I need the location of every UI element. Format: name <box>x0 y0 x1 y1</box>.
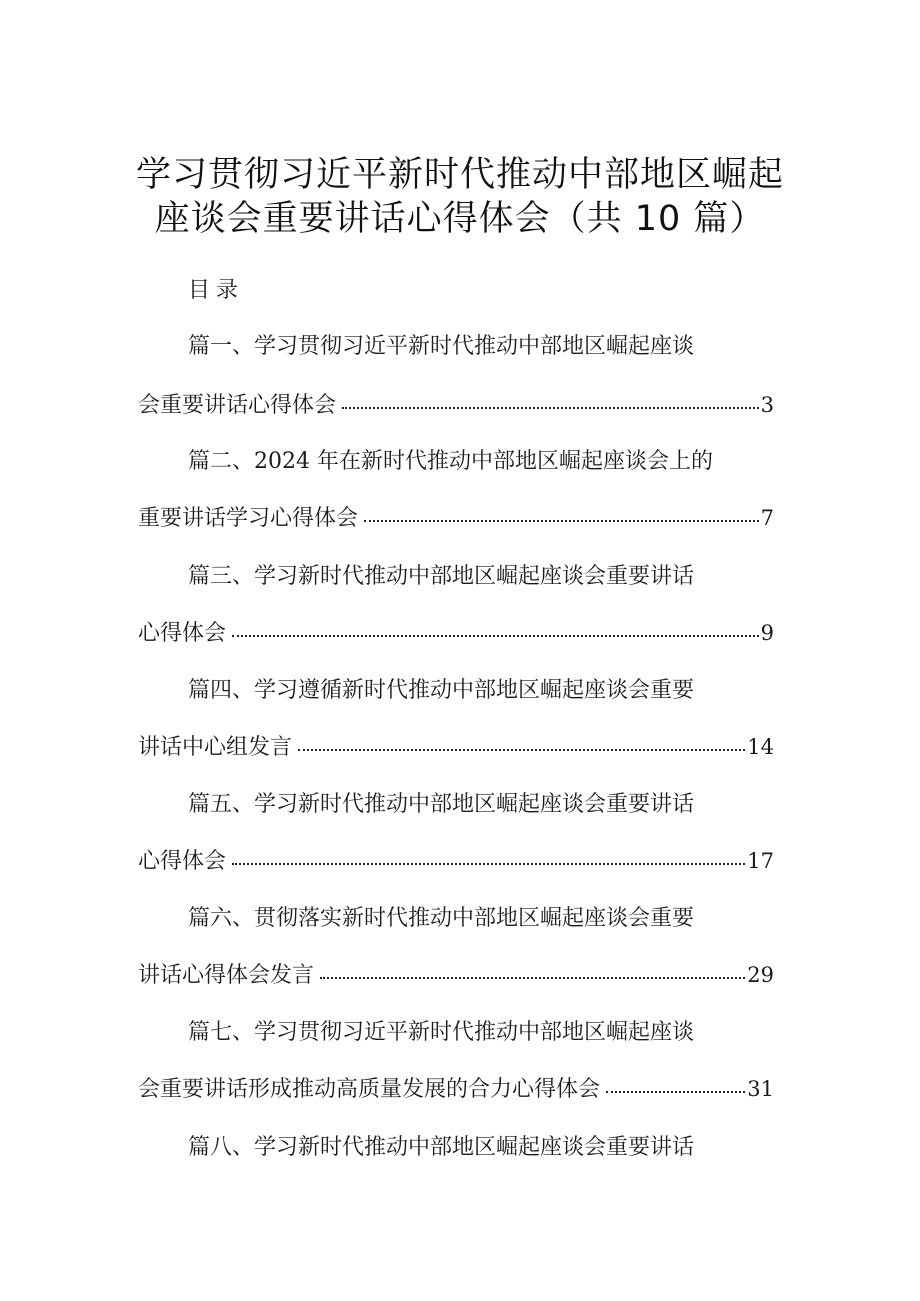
document-title-line-1: 学习贯彻习近平新时代推动中部地区崛起 <box>135 155 784 195</box>
toc-entry-1-continuation[interactable] <box>138 395 774 417</box>
toc-entry-7-continuation[interactable] <box>138 1079 774 1101</box>
toc-entry-2-continuation[interactable] <box>138 508 774 530</box>
toc-entry-6-title[interactable]: 篇六、贯彻落实新时代推动中部地区崛起座谈会重要 <box>188 906 695 931</box>
toc-entry-4-title[interactable]: 篇四、学习遵循新时代推动中部地区崛起座谈会重要 <box>188 678 695 703</box>
toc-entry-3-title[interactable]: 篇三、学习新时代推动中部地区崛起座谈会重要讲话 <box>188 564 695 589</box>
toc-entry-7-title[interactable]: 篇七、学习贯彻习近平新时代推动中部地区崛起座谈 <box>188 1020 695 1045</box>
toc-entry-text: 会重要讲话形成推动高质量发展的合力心得体会 <box>138 1077 601 1102</box>
toc-entry-4-continuation[interactable] <box>138 737 774 759</box>
toc-page-number: 17 <box>747 849 774 873</box>
dot-leader <box>232 635 759 637</box>
dot-leader <box>298 749 745 751</box>
toc-entry-1-title[interactable]: 篇一、学习贯彻习近平新时代推动中部地区崛起座谈 <box>188 334 695 359</box>
toc-entry-text: 会重要讲话心得体会 <box>138 393 337 418</box>
dot-leader <box>364 520 759 522</box>
dot-leader <box>320 977 745 979</box>
toc-page-number: 29 <box>747 963 774 987</box>
toc-entry-text: 心得体会 <box>138 621 227 646</box>
toc-entry-text: 讲话心得体会发言 <box>138 963 315 988</box>
toc-entry-text: 重要讲话学习心得体会 <box>138 506 359 531</box>
toc-page-number: 7 <box>760 506 774 530</box>
toc-heading: 目录 <box>188 278 245 303</box>
dot-leader <box>232 863 745 865</box>
toc-entry-5-continuation[interactable] <box>138 851 774 873</box>
toc-entry-2-title[interactable]: 篇二、2024 年在新时代推动中部地区崛起座谈会上的 <box>188 449 713 474</box>
document-title-line-2: 座谈会重要讲话心得体会（共 10 篇） <box>154 199 766 239</box>
toc-page-number: 9 <box>760 621 774 645</box>
toc-page-number: 31 <box>747 1077 774 1101</box>
dot-leader <box>342 407 759 409</box>
toc-page-number: 14 <box>747 735 774 759</box>
toc-entry-6-continuation[interactable] <box>138 965 774 987</box>
toc-page-number: 3 <box>760 393 774 417</box>
toc-entry-3-continuation[interactable] <box>138 623 774 645</box>
toc-entry-text: 心得体会 <box>138 849 227 874</box>
toc-entry-8-title[interactable]: 篇八、学习新时代推动中部地区崛起座谈会重要讲话 <box>188 1135 695 1160</box>
toc-entry-text: 讲话中心组发言 <box>138 735 293 760</box>
dot-leader <box>606 1091 745 1093</box>
toc-entry-5-title[interactable]: 篇五、学习新时代推动中部地区崛起座谈会重要讲话 <box>188 792 695 817</box>
